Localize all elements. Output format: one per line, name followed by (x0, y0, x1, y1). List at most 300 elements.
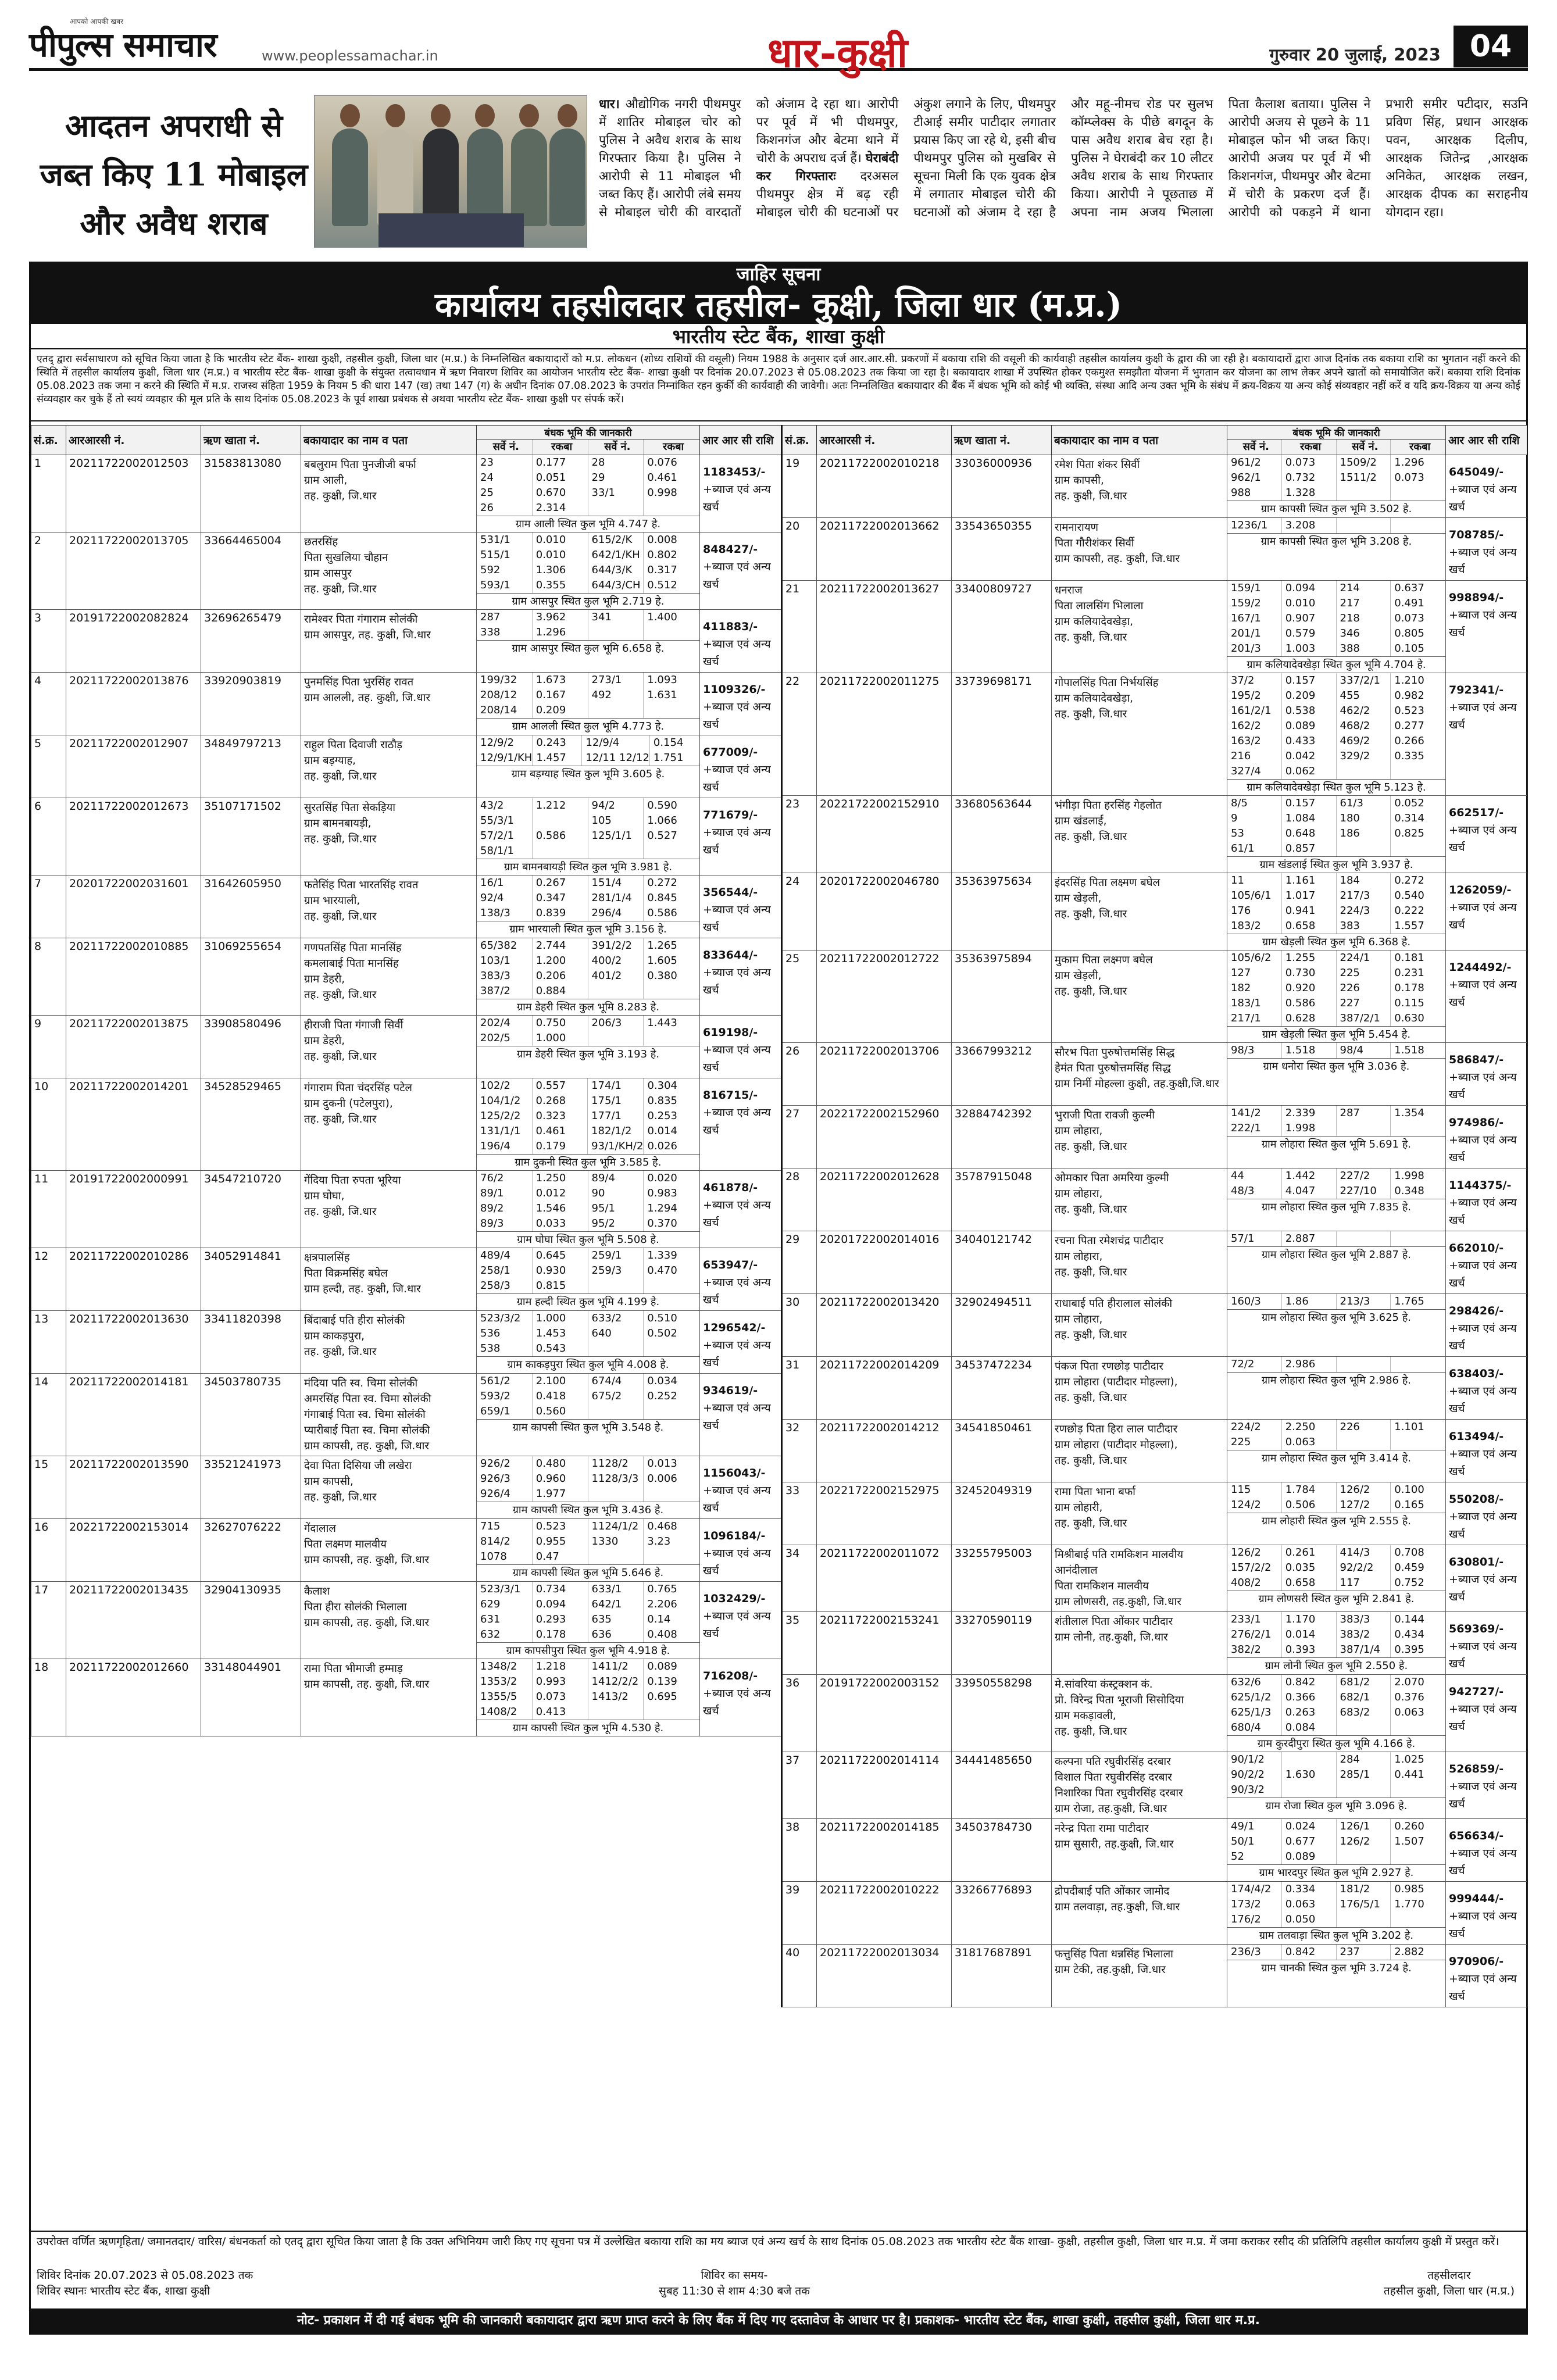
story-intro: औद्योगिक नगरी पीथमपुर में शातिर मोबाइल चोर को पुलिस ने अवैध शराब के साथ गिरफ्तार किया है। पुलिस ने आरोपी से 11 मोबाइल भी जब्त किए हैं। आरोपी लंबे समय से मोबाइल चोरी की वारदातों को अंजाम दे रहा था। आरोपी पर पूर्व में भी पीथमपुर, किशनगंज और बेटमा थाने में चोरी के अपराध दर्ज हैं। (599, 97, 899, 220)
land-total: ग्राम आसपुर स्थित कुल भूमि 6.658 हे. (477, 640, 699, 656)
row-name-address: रामेश्वर पिता गंगाराम सोलंकी ग्राम आसपुर, तह. कुक्षी, जि.धार (301, 610, 477, 673)
survey-number: 105/6/1 (1227, 888, 1282, 903)
row-loan: 33148044901 (201, 1659, 301, 1736)
plot-area: 1.339 (647, 1249, 677, 1262)
row-land-details (477, 1016, 700, 1078)
row-name-address: सुरतसिंह पिता सेकड़िया ग्राम बामनबायड़ी, तह. कुक्षी, जि.धार (301, 798, 477, 875)
plot-area: 1.86 (1282, 1294, 1337, 1309)
plot-area: 0.590 (647, 799, 677, 812)
survey-number: 592 (477, 563, 533, 578)
row-sno: 1 (31, 455, 66, 533)
notice-signatures (31, 2268, 1526, 2303)
public-notice (29, 262, 1528, 2335)
row-amount (1446, 1420, 1527, 1482)
rrc-amount: 645049/- (1449, 466, 1504, 478)
land-total: ग्राम कुरदीपुरा स्थित कुल भूमि 4.166 हे. (1227, 1735, 1445, 1752)
land-total: ग्राम आलली स्थित कुल भूमि 4.773 हे. (477, 718, 699, 734)
survey-number: 224/2 (1227, 1420, 1282, 1435)
survey-number: 633/2 (588, 1311, 644, 1326)
row-loan: 33667993212 (952, 1043, 1052, 1106)
plot-area: 0.857 (1282, 841, 1337, 856)
col-name: बकायादार का नाम व पता (301, 426, 477, 455)
row-land-details (477, 1659, 700, 1736)
survey-number (1337, 1720, 1391, 1735)
survey-number: 65/382 (477, 938, 533, 953)
row-name-address: गोपालसिंह पिता निर्भयसिंह ग्राम कलियादेवखेड़ा, तह. कुक्षी, जि.धार (1052, 673, 1227, 796)
survey-number (588, 1549, 644, 1564)
row-loan: 34040121742 (952, 1231, 1052, 1294)
plot-area: 1.000 (533, 1311, 588, 1326)
row-sno: 20 (782, 518, 817, 581)
plot-area: 1.784 (1282, 1482, 1337, 1498)
col-land: बंधक भूमि की जानकारी (1227, 426, 1446, 439)
interest-label: +ब्याज एवं अन्य खर्च (1449, 1196, 1517, 1227)
table-row (31, 673, 781, 735)
survey-number: 636 (588, 1627, 644, 1642)
survey-number: 43/2 (477, 798, 533, 813)
row-rrc: 20211722002012722 (817, 950, 952, 1043)
plot-area: 2.250 (1282, 1420, 1337, 1435)
plot-area: 0.063 (1282, 1897, 1337, 1912)
row-sno: 29 (782, 1231, 817, 1294)
row-name-address: फत्तुसिंह पिता धन्नसिंह भिलाला ग्राम टेकी, तह.कुक्षी, जि.धार (1052, 1945, 1227, 2007)
col-loan: ऋण खाता नं. (952, 426, 1052, 455)
survey-number: 383/3 (477, 969, 533, 984)
plot-area: 0.355 (533, 578, 588, 593)
interest-label: +ब्याज एवं अन्य खर्च (1449, 483, 1517, 513)
plot-area: 0.314 (1394, 812, 1424, 824)
land-total: ग्राम लोहारा स्थित कुल भूमि 3.625 हे. (1227, 1309, 1445, 1325)
rrc-amount: 298426/- (1449, 1305, 1504, 1317)
row-rrc: 20221722002153014 (66, 1519, 201, 1582)
defaulter-tables (31, 425, 1526, 2227)
plot-area: 0.084 (1282, 1720, 1337, 1735)
interest-label: +ब्याज एवं अन्य खर्च (703, 1106, 771, 1137)
row-sno: 11 (31, 1171, 66, 1248)
table-row (782, 1357, 1527, 1420)
plot-area: 0.395 (1394, 1643, 1424, 1656)
row-amount (700, 533, 781, 610)
survey-number: 538 (477, 1341, 533, 1356)
row-amount (700, 1582, 781, 1659)
survey-number: 1511/2 (1337, 470, 1391, 485)
plot-area: 0.47 (533, 1549, 588, 1564)
land-total: ग्राम लोणसरी स्थित कुल भूमि 2.841 हे. (1227, 1591, 1445, 1607)
plot-area: 0.304 (647, 1080, 677, 1092)
survey-number (1337, 1912, 1391, 1927)
interest-label: +ब्याज एवं अन्य खर्च (1449, 701, 1517, 731)
plot-area: 0.181 (1394, 952, 1424, 964)
story-body (599, 95, 1528, 252)
row-name-address: गणपतसिंह पिता मानसिंह कमलाबाई पिता मानसिंह ग्राम डेहरी, तह. कुक्षी, जि.धार (301, 938, 477, 1016)
survey-number: 659/1 (477, 1404, 533, 1419)
interest-label: +ब्याज एवं अन्य खर्च (1449, 546, 1517, 576)
survey-number (588, 703, 644, 718)
row-rrc: 20211722002013034 (817, 1945, 952, 2007)
row-land-details (1227, 1168, 1446, 1231)
row-sno: 12 (31, 1248, 66, 1311)
plot-area: 0.252 (647, 1390, 677, 1402)
plot-area (644, 1549, 699, 1564)
plot-area: 0.157 (1282, 796, 1337, 811)
survey-number: 25 (477, 485, 533, 501)
survey-number: 287 (477, 610, 533, 625)
rrc-amount: 1144375/- (1449, 1179, 1512, 1192)
survey-number: 680/4 (1227, 1720, 1282, 1735)
plot-area: 0.144 (1394, 1613, 1424, 1625)
land-total: ग्राम लोहारा स्थित कुल भूमि 5.691 हे. (1227, 1136, 1445, 1152)
plot-area: 0.461 (533, 1124, 588, 1139)
website-link[interactable]: www.peoplessamachar.in (262, 48, 438, 64)
plot-area: 0.376 (1394, 1691, 1424, 1703)
land-total: ग्राम लोनी स्थित कुल भूमि 2.550 हे. (1227, 1657, 1445, 1674)
rrc-amount: 586847/- (1449, 1053, 1504, 1066)
row-land-details (1227, 1420, 1446, 1482)
row-rrc: 20211722002010222 (817, 1882, 952, 1945)
survey-number: 98/4 (1337, 1043, 1391, 1058)
row-loan: 34547210720 (201, 1171, 301, 1248)
survey-number: 284 (1337, 1752, 1391, 1767)
plot-area: 0.073 (1394, 612, 1424, 624)
row-rrc: 20211722002010286 (66, 1248, 201, 1311)
survey-number: 615/2/K (588, 533, 644, 548)
signatory-place: तहसील कुक्षी, जिला धार (म.प्र.) (1383, 2285, 1515, 2297)
survey-number: 681/2 (1337, 1675, 1391, 1690)
row-loan: 33255795003 (952, 1545, 1052, 1612)
interest-label: +ब्याज एवं अन्य खर्च (1449, 1448, 1517, 1478)
plot-area: 0.293 (533, 1612, 588, 1627)
row-sno: 25 (782, 950, 817, 1043)
survey-number: 186 (1337, 826, 1391, 841)
survey-number: 644/3/K (588, 563, 644, 578)
plot-area: 0.695 (647, 1691, 677, 1703)
land-total: ग्राम कापसी स्थित कुल भूमि 3.502 हे. (1227, 501, 1445, 517)
land-total: ग्राम तलवाड़ा स्थित कुल भूमि 3.202 हे. (1227, 1927, 1445, 1943)
plot-area: 0.805 (1394, 627, 1424, 639)
row-name-address: पंकज पिता रणछोड़ पाटीदार ग्राम लोहारा (पाटीदार मोहल्ला), तह. कुक्षी, जि.धार (1052, 1357, 1227, 1420)
survey-number: 259/1 (588, 1248, 644, 1263)
plot-area: 1.442 (1282, 1168, 1337, 1184)
row-land-details (477, 455, 700, 533)
plot-area: 0.708 (1394, 1546, 1424, 1559)
survey-number: 1355/5 (477, 1689, 533, 1704)
plot-area: 0.628 (1282, 1011, 1337, 1026)
survey-number: 224/1 (1337, 950, 1391, 966)
survey-number: 177/1 (588, 1109, 644, 1124)
survey-number: 58/1/1 (477, 844, 533, 859)
land-total: ग्राम बामनबायड़ी स्थित कुल भूमि 3.981 हे. (477, 859, 699, 875)
row-sno: 24 (782, 873, 817, 950)
table-row (782, 873, 1527, 950)
plot-area: 1.770 (1394, 1898, 1424, 1910)
land-total: ग्राम हल्दी स्थित कुल भूमि 4.199 हे. (477, 1293, 699, 1310)
row-name-address: रामा पिता भीमाजी हम्माड़ ग्राम कापसी, तह. कुक्षी, जि.धार (301, 1659, 477, 1736)
row-name-address: मे.सांवरिया कंस्ट्रक्शन कं. प्रो. विरेन्द्र पिता भूराजी सिसोदिया ग्राम मकड़ावली, तह. कुक्षी, जि.धार (1052, 1675, 1227, 1752)
plot-area: 0.750 (533, 1016, 588, 1031)
survey-number: 182 (1227, 981, 1282, 996)
survey-number (588, 1486, 644, 1502)
row-land-details (1227, 1545, 1446, 1612)
survey-number: 76/2 (477, 1171, 533, 1186)
row-amount (700, 1248, 781, 1311)
row-sno: 16 (31, 1519, 66, 1582)
survey-number: 196/4 (477, 1139, 533, 1154)
survey-number: 258/1 (477, 1263, 533, 1278)
row-sno: 27 (782, 1106, 817, 1168)
interest-label: +ब्याज एवं अन्य खर्च (1449, 1259, 1517, 1289)
row-amount (1446, 796, 1527, 873)
plot-area: 0.835 (647, 1095, 677, 1107)
col-land: बंधक भूमि की जानकारी (477, 426, 700, 439)
land-total: ग्राम खेड़ली स्थित कुल भूमि 5.454 हे. (1227, 1026, 1445, 1042)
plot-area (1282, 1752, 1337, 1767)
land-total: ग्राम दुकनी स्थित कुल भूमि 3.585 हे. (477, 1154, 699, 1170)
survey-number: 225 (1337, 966, 1391, 981)
story-subhead: घेराबंदी कर गिरफ्तारः (756, 151, 899, 184)
table-row (31, 455, 781, 533)
plot-area: 0.839 (533, 906, 588, 921)
plot-area: 1.605 (647, 955, 677, 967)
row-rrc: 20211722002013627 (817, 581, 952, 673)
survey-number: 683/2 (1337, 1705, 1391, 1720)
issue-date: गुरुवार 20 जुलाई, 2023 (1269, 45, 1441, 65)
publisher-note: नोट- प्रकाशन में दी गई बंधक भूमि की जानकारी बकायादार द्वारा ऋण प्राप्त करने के लिए बैंक में दिए गए दस्तावेज के आधार पर है। प्रकाशक- भारतीय स्टेट बैंक, शाखा कुक्षी, तहसील कुक्षी, जिला धार म.प्र. (31, 2308, 1526, 2333)
interest-label: +ब्याज एवं अन्य खर्च (1449, 1910, 1517, 1940)
col-survey: सर्वे नं. (1337, 439, 1391, 455)
survey-number: 222/1 (1227, 1121, 1282, 1136)
plot-area: 0.073 (533, 1689, 588, 1704)
rrc-amount: 1244492/- (1449, 961, 1512, 974)
survey-number: 214 (1337, 581, 1391, 596)
row-rrc: 20211722002011275 (817, 673, 952, 796)
row-rrc: 20211722002013630 (66, 1311, 201, 1374)
plot-area: 1.518 (1282, 1043, 1337, 1058)
rrc-amount: 411883/- (703, 620, 758, 633)
plot-area: 0.347 (533, 891, 588, 906)
row-land-details (477, 1582, 700, 1659)
table-row (31, 1078, 781, 1171)
plot-area: 0.231 (1394, 967, 1424, 979)
plot-area: 4.047 (1282, 1184, 1337, 1199)
plot-area: 0.024 (1282, 1819, 1337, 1834)
survey-number: 176/2 (1227, 1912, 1282, 1927)
plot-area: 0.14 (647, 1613, 671, 1625)
survey-number: 125/1/1 (588, 828, 644, 844)
plot-area (1391, 1782, 1445, 1797)
row-loan: 32696265479 (201, 610, 301, 673)
table-row (782, 950, 1527, 1043)
row-name-address: धनराज पिता लालसिंग भिलाला ग्राम कलियादेवखेड़ा, तह. कुक्षी, जि.धार (1052, 581, 1227, 673)
plot-area: 0.033 (533, 1216, 588, 1231)
rrc-amount: 619198/- (703, 1026, 758, 1039)
survey-number: 469/2 (1337, 734, 1391, 749)
interest-label: +ब्याज एवं अन्य खर्च (703, 1276, 771, 1306)
survey-number: 61/1 (1227, 841, 1282, 856)
survey-number: 95/2 (588, 1216, 644, 1231)
land-total: ग्राम काकड़पुरा स्थित कुल भूमि 4.008 हे. (477, 1356, 699, 1373)
land-total: ग्राम डेहरी स्थित कुल भूमि 3.193 हे. (477, 1046, 699, 1062)
row-rrc: 20211722002014181 (66, 1374, 201, 1456)
survey-number: 89/3 (477, 1216, 533, 1231)
survey-number: 414/3 (1337, 1545, 1391, 1560)
land-total: ग्राम कापसी स्थित कुल भूमि 3.548 हे. (477, 1419, 699, 1435)
plot-area: 1.751 (653, 752, 684, 764)
row-sno: 2 (31, 533, 66, 610)
plot-area: 1.998 (1394, 1170, 1424, 1182)
plot-area (1391, 1121, 1445, 1136)
row-sno: 3 (31, 610, 66, 673)
survey-number: 201/1 (1227, 626, 1282, 641)
survey-number: 49/1 (1227, 1819, 1282, 1834)
row-rrc: 20211722002012503 (66, 455, 201, 533)
interest-label: +ब्याज एवं अन्य खर्च (1449, 1510, 1517, 1541)
survey-number: 926/2 (477, 1456, 533, 1471)
survey-number: 89/1 (477, 1186, 533, 1201)
table-row (31, 1311, 781, 1374)
plot-area (1391, 485, 1445, 501)
plot-area: 1.457 (533, 751, 582, 766)
row-name-address: पुनमसिंह पिता भुरसिंह रावत ग्राम आलली, तह. कुक्षी, जि.धार (301, 673, 477, 735)
plot-area: 0.630 (1394, 1012, 1424, 1024)
survey-number (1337, 485, 1391, 501)
interest-label: +ब्याज एवं अन्य खर्च (1449, 901, 1517, 931)
row-loan: 34503780735 (201, 1374, 301, 1456)
camp-place: शिविर स्थानः भारतीय स्टेट बैंक, शाखा कुक्षी (37, 2285, 210, 2297)
survey-number: 462/2 (1337, 703, 1391, 719)
row-amount (700, 1519, 781, 1582)
survey-number (1337, 1849, 1391, 1864)
plot-area: 1.250 (533, 1171, 588, 1186)
plot-area (1391, 1435, 1445, 1450)
land-total: ग्राम रोजा स्थित कुल भूमि 3.096 हे. (1227, 1797, 1445, 1814)
row-land-details (477, 938, 700, 1016)
plot-area: 0.157 (1282, 673, 1337, 688)
row-rrc: 20211722002010885 (66, 938, 201, 1016)
plot-area (533, 844, 588, 859)
plot-area (644, 1278, 699, 1293)
survey-number: 327/4 (1227, 764, 1282, 779)
row-loan: 33266776893 (952, 1882, 1052, 1945)
row-land-details (1227, 873, 1446, 950)
survey-number: 217 (1337, 596, 1391, 611)
row-amount (1446, 1545, 1527, 1612)
plot-area: 0.941 (1282, 903, 1337, 919)
interest-label: +ब्याज एवं अन्य खर्च (1449, 1573, 1517, 1603)
plot-area: 1.296 (533, 625, 588, 640)
survey-number: 176 (1227, 903, 1282, 919)
survey-number: 12/11 12/12 (582, 751, 649, 766)
survey-number: 90/1/2 (1227, 1752, 1282, 1767)
newspaper-logo[interactable] (29, 17, 217, 66)
survey-number (1337, 1357, 1391, 1372)
table-row (782, 1882, 1527, 1945)
survey-number: 523/3/2 (477, 1311, 533, 1326)
survey-number: 183/1 (1227, 996, 1282, 1011)
row-sno: 34 (782, 1545, 817, 1612)
survey-number: 287 (1337, 1106, 1391, 1121)
plot-area: 0.094 (533, 1597, 588, 1612)
survey-number: 92/2/2 (1337, 1560, 1391, 1575)
survey-number: 1408/2 (477, 1704, 533, 1720)
survey-number: 181/2 (1337, 1882, 1391, 1897)
row-amount (700, 938, 781, 1016)
defaulter-table-left (31, 425, 781, 1736)
plot-area: 0.842 (1282, 1945, 1337, 1960)
rrc-amount: 1156043/- (703, 1467, 766, 1480)
plot-area: 2.744 (533, 938, 588, 953)
land-total: ग्राम चानकी स्थित कुल भूमि 3.724 हे. (1227, 1960, 1445, 1976)
survey-number: 715 (477, 1519, 533, 1534)
notice-title: कार्यालय तहसीलदार तहसील- कुक्षी, जिला धार (म.प्र.) (31, 285, 1526, 324)
survey-number: 531/1 (477, 533, 533, 548)
table-row (782, 1482, 1527, 1545)
survey-number: 632 (477, 1627, 533, 1642)
rrc-amount: 662010/- (1449, 1242, 1504, 1255)
land-total: ग्राम भारदपुर स्थित कुल भूमि 2.927 हे. (1227, 1864, 1445, 1881)
news-story (29, 87, 1528, 262)
survey-number: 183/2 (1227, 919, 1282, 934)
plot-area (644, 625, 699, 640)
survey-number: 682/1 (1337, 1690, 1391, 1705)
rrc-amount: 999444/- (1449, 1892, 1504, 1905)
row-land-details (1227, 1231, 1446, 1294)
plot-area: 0.538 (1282, 703, 1337, 719)
plot-area (644, 1404, 699, 1419)
plot-area: 0.560 (533, 1404, 588, 1419)
row-loan: 33270590119 (952, 1612, 1052, 1675)
row-sno: 5 (31, 735, 66, 798)
row-name-address: बबलुराम पिता पुनजीजी बर्फा ग्राम आली, तह. कुक्षी, जि.धार (301, 455, 477, 533)
interest-label: +ब्याज एवं अन्य खर्च (1449, 1134, 1517, 1164)
row-name-address: फतेसिंह पिता भारतसिंह रावत ग्राम भारयाली, तह. कुक्षी, जि.धार (301, 875, 477, 938)
interest-label: +ब्याज एवं अन्य खर्च (1449, 978, 1517, 1009)
survey-number: 23 (477, 455, 533, 470)
rrc-amount: 677009/- (703, 746, 758, 759)
plot-area: 0.062 (1282, 764, 1337, 779)
row-land-details (1227, 950, 1446, 1043)
rrc-amount: 792341/- (1449, 684, 1504, 696)
row-loan: 32884742392 (952, 1106, 1052, 1168)
rrc-amount: 461878/- (703, 1181, 758, 1194)
row-sno: 6 (31, 798, 66, 875)
plot-area: 0.470 (647, 1264, 677, 1277)
plot-area: 0.013 (647, 1457, 677, 1470)
interest-label: +ब्याज एवं अन्य खर्च (1449, 1322, 1517, 1352)
row-name-address: मुकाम पिता लक्ष्मण बघेल ग्राम खेड़ली, तह. कुक्षी, जि.धार (1052, 950, 1227, 1043)
plot-area: 1.093 (647, 674, 677, 686)
plot-area: 1.255 (1282, 950, 1337, 966)
survey-number: 16/1 (477, 875, 533, 891)
plot-area: 0.268 (533, 1093, 588, 1109)
survey-number: 167/1 (1227, 611, 1282, 626)
row-name-address: भुराजी पिता रावजी कुल्मी ग्राम लोहारा, तह. कुक्षी, जि.धार (1052, 1106, 1227, 1168)
plot-area: 0.540 (1394, 889, 1424, 902)
row-name-address: मिश्रीबाई पति रामकिशन मालवीय आनंदीलाल पिता रामकिशन मालवीय ग्राम लोणसरी, तह.कुक्षी, जि.धार (1052, 1545, 1227, 1612)
row-amount (1446, 1106, 1527, 1168)
col-name: बकायादार का नाम व पता (1052, 426, 1227, 455)
survey-number (588, 844, 644, 859)
plot-area: 0.222 (1394, 905, 1424, 917)
plot-area: 2.986 (1282, 1357, 1337, 1372)
land-total: ग्राम कलियादेवखेड़ा स्थित कुल भूमि 4.704 हे. (1227, 656, 1445, 673)
row-land-details (1227, 1294, 1446, 1357)
plot-area: 0.734 (533, 1582, 588, 1597)
plot-area: 0.370 (647, 1217, 677, 1230)
interest-label: +ब्याज एवं अन्य खर्च (1449, 1640, 1517, 1670)
land-total: ग्राम खंडलाई स्थित कुल भूमि 3.937 हे. (1227, 856, 1445, 873)
survey-number: 157/2/2 (1227, 1560, 1282, 1575)
interest-label: +ब्याज एवं अन्य खर्च (703, 638, 771, 668)
